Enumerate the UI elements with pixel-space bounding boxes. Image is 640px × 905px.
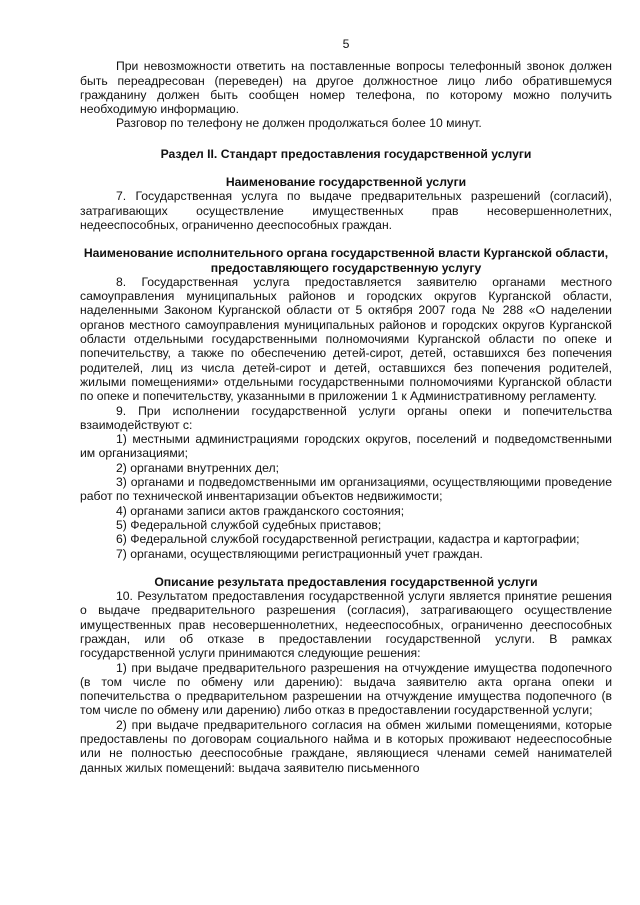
list-item: 2) при выдаче предварительного согласия на обмен жилыми помещениями, которые предоставлены по договорам социального найма и в которых проживают недееспособные или не полностью дееспособные граждане, являющиеся членами семей нанимателей данных жилых помещений: выдача заявителю письменного <box>80 717 612 775</box>
paragraph-7: 7. Государственная услуга по выдаче предварительных разрешений (согласий), затрагивающих осуществление имущественных прав несовершеннолетних, недееспособных, ограниченно дееспособных граждан. <box>80 189 612 232</box>
paragraph-8: 8. Государственная услуга предоставляется заявителю органами местного самоуправления муниципальных районов и городских округов Курганской области, наделенными Законом Курганской области от 5 октября 2007 года № 288 «О наделении органов местного самоуправления муниципальных районов и городских округов Курганской области отдельными государственными полномочиями Курганской области по опеке и попечительству, а также по обеспечению детей-сирот, детей, оставшихся без попечения родителей, лиц из числа детей-сирот и детей, оставшихся без попечения родителей, жилыми помещениями» отдельными государственными полномочиями Курганской области по опеке и попечительству, указанными в приложении 1 к Административному регламенту. <box>80 274 612 404</box>
heading-executive-body: Наименование исполнительного органа государственной власти Курганской области, предоставляющего государственную услугу <box>83 246 609 275</box>
heading-result-description: Описание результата предоставления государственной услуги <box>154 574 538 589</box>
paragraph-call-redirect: При невозможности ответить на поставленные вопросы телефонный звонок должен быть переадресован (переведен) на другое должностное лицо либо обратившемуся гражданину должен быть сообщен номер телефона, по которому можно получить необходимую информацию. <box>80 59 612 117</box>
list-item: 7) органами, осуществляющими регистрационный учет граждан. <box>116 546 483 561</box>
heading-service-name: Наименование государственной услуги <box>225 175 467 190</box>
list-item: 1) при выдаче предварительного разрешения на отчуждение имущества подопечного (в том числе по обмену или дарению): выдача заявителю акта органа опеки и попечительства о предварительном разрешении на отчуждение имущества подопечного (в том числе по обмену или дарению) либо отказ в предоставлении государственной услуги; <box>80 660 612 718</box>
list-item: 6) Федеральной службой государственной регистрации, кадастра и картографии; <box>116 532 580 547</box>
list-item: 3) органами и подведомственными им организациями, осуществляющими проведение работ по технической инвентаризации объектов недвижимости; <box>80 475 612 504</box>
list-item: 2) органами внутренних дел; <box>116 460 279 475</box>
document-page <box>80 0 612 775</box>
list-item: 1) местными администрациями городских округов, поселений и подведомственными им организациями; <box>80 432 612 461</box>
paragraph-10: 10. Результатом предоставления государственной услуги является принятие решения о выдаче предварительного разрешения (согласия), затрагивающего осуществление имущественных прав несовершеннолетних, недееспособных, ограниченно дееспособных граждан, или об отказе в предоставлении государственной услуги. В рамках государственной услуги принимаются следующие решения: <box>80 589 612 661</box>
page-number: 5 <box>342 37 350 51</box>
paragraph-9: 9. При исполнении государственной услуги органы опеки и попечительства взаимодействуют с: <box>80 403 612 432</box>
section-title: Раздел II. Стандарт предоставления государственной услуги <box>160 146 532 161</box>
paragraph-call-duration: Разговор по телефону не должен продолжаться более 10 минут. <box>116 116 482 131</box>
list-item: 5) Федеральной службой судебных приставов; <box>116 517 382 532</box>
list-item: 4) органами записи актов гражданского состояния; <box>116 503 405 518</box>
